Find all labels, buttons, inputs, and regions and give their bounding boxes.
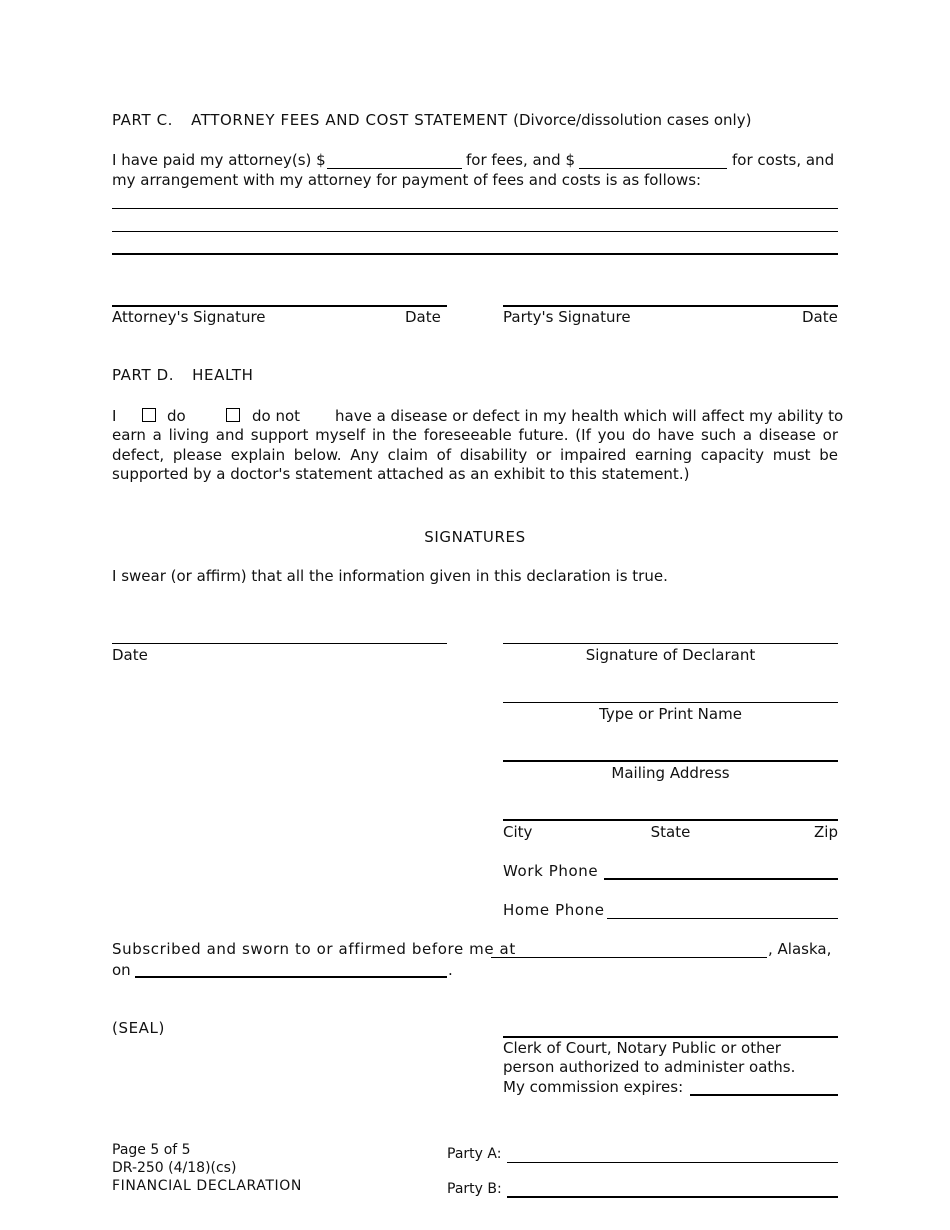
date-line[interactable]	[112, 643, 447, 644]
home-phone-label: Home Phone	[503, 901, 605, 919]
page-number: Page 5 of 5	[112, 1142, 191, 1158]
arrangement-line-1[interactable]	[112, 208, 838, 209]
home-phone-field[interactable]	[607, 918, 838, 919]
fees-suffix: for costs, and	[732, 151, 835, 169]
health-do-not-checkbox[interactable]	[226, 408, 240, 422]
fees-middle: for fees, and $	[466, 151, 576, 169]
form-title: FINANCIAL DECLARATION	[112, 1178, 302, 1194]
party-b-label: Party B:	[447, 1181, 502, 1197]
zip-label: Zip	[814, 823, 838, 841]
work-phone-label: Work Phone	[503, 862, 599, 880]
state-label: State	[650, 823, 691, 841]
party-a-label: Party A:	[447, 1146, 502, 1162]
sworn-date-field[interactable]	[135, 976, 447, 978]
work-phone-field[interactable]	[604, 878, 838, 880]
party-signature-line[interactable]	[503, 305, 838, 307]
fees-prefix: I have paid my attorney(s) $	[112, 151, 326, 169]
print-name-label: Type or Print Name	[599, 705, 742, 723]
attorney-date-label: Date	[405, 308, 441, 326]
commission-label: My commission expires:	[503, 1078, 684, 1096]
seal-label: (SEAL)	[112, 1019, 165, 1037]
clerk-line-2: person authorized to administer oaths.	[503, 1058, 796, 1076]
part-c-title: ATTORNEY FEES AND COST STATEMENT	[191, 111, 508, 129]
mailing-address-line[interactable]	[503, 760, 838, 762]
city-label: City	[503, 823, 533, 841]
health-do-label: do	[167, 407, 186, 425]
part-d-title: HEALTH	[192, 366, 254, 384]
form-number: DR-250 (4/18)(cs)	[112, 1160, 237, 1176]
declarant-signature-label: Signature of Declarant	[585, 646, 756, 664]
party-date-label: Date	[802, 308, 838, 326]
clerk-line-1: Clerk of Court, Notary Public or other	[503, 1039, 781, 1057]
arrangement-line-3[interactable]	[112, 253, 838, 255]
party-signature-label: Party's Signature	[503, 308, 631, 326]
health-do-checkbox[interactable]	[142, 408, 156, 422]
part-c-note: (Divorce/dissolution cases only)	[513, 111, 752, 129]
date-label: Date	[112, 646, 148, 664]
part-d-heading	[112, 366, 254, 384]
arrangement-line-2[interactable]	[112, 231, 838, 232]
print-name-line[interactable]	[503, 702, 838, 703]
health-subject: I	[112, 407, 117, 425]
clerk-signature-line[interactable]	[503, 1036, 838, 1038]
city-state-zip-line[interactable]	[503, 819, 838, 821]
health-paragraph: earn a living and support myself in the foreseeable future. (If you do have such a disease or defect, please explain below. Any claim of disability or impaired earning capacity must be supported by a doctor's statement attached as an exhibit to this statement.)	[112, 426, 838, 484]
oath-text: I swear (or affirm) that all the information given in this declaration is true.	[112, 567, 668, 585]
part-c-heading	[112, 111, 751, 129]
health-line1-text: have a disease or defect in my health which will affect my ability to	[335, 407, 844, 425]
sworn-period: .	[448, 961, 453, 979]
sworn-prefix: Subscribed and sworn to or affirmed before me at	[112, 940, 516, 958]
signatures-heading: SIGNATURES	[424, 528, 526, 546]
costs-amount-field[interactable]	[579, 168, 727, 169]
sworn-location-field[interactable]	[491, 957, 767, 958]
attorney-signature-line[interactable]	[112, 305, 447, 307]
fees-amount-field[interactable]	[327, 168, 462, 169]
part-d-label: PART D.	[112, 366, 175, 384]
arrangement-text: my arrangement with my attorney for payment of fees and costs is as follows:	[112, 171, 702, 189]
part-c-label: PART C.	[112, 111, 174, 129]
on-label: on	[112, 961, 131, 979]
declarant-signature-line[interactable]	[503, 643, 838, 644]
party-a-field[interactable]	[507, 1162, 838, 1163]
attorney-signature-label: Attorney's Signature	[112, 308, 266, 326]
mailing-address-label: Mailing Address	[611, 764, 730, 782]
sworn-suffix: , Alaska,	[768, 940, 832, 958]
commission-expires-field[interactable]	[690, 1094, 838, 1096]
health-do-not-label: do not	[252, 407, 301, 425]
party-b-field[interactable]	[507, 1196, 838, 1198]
